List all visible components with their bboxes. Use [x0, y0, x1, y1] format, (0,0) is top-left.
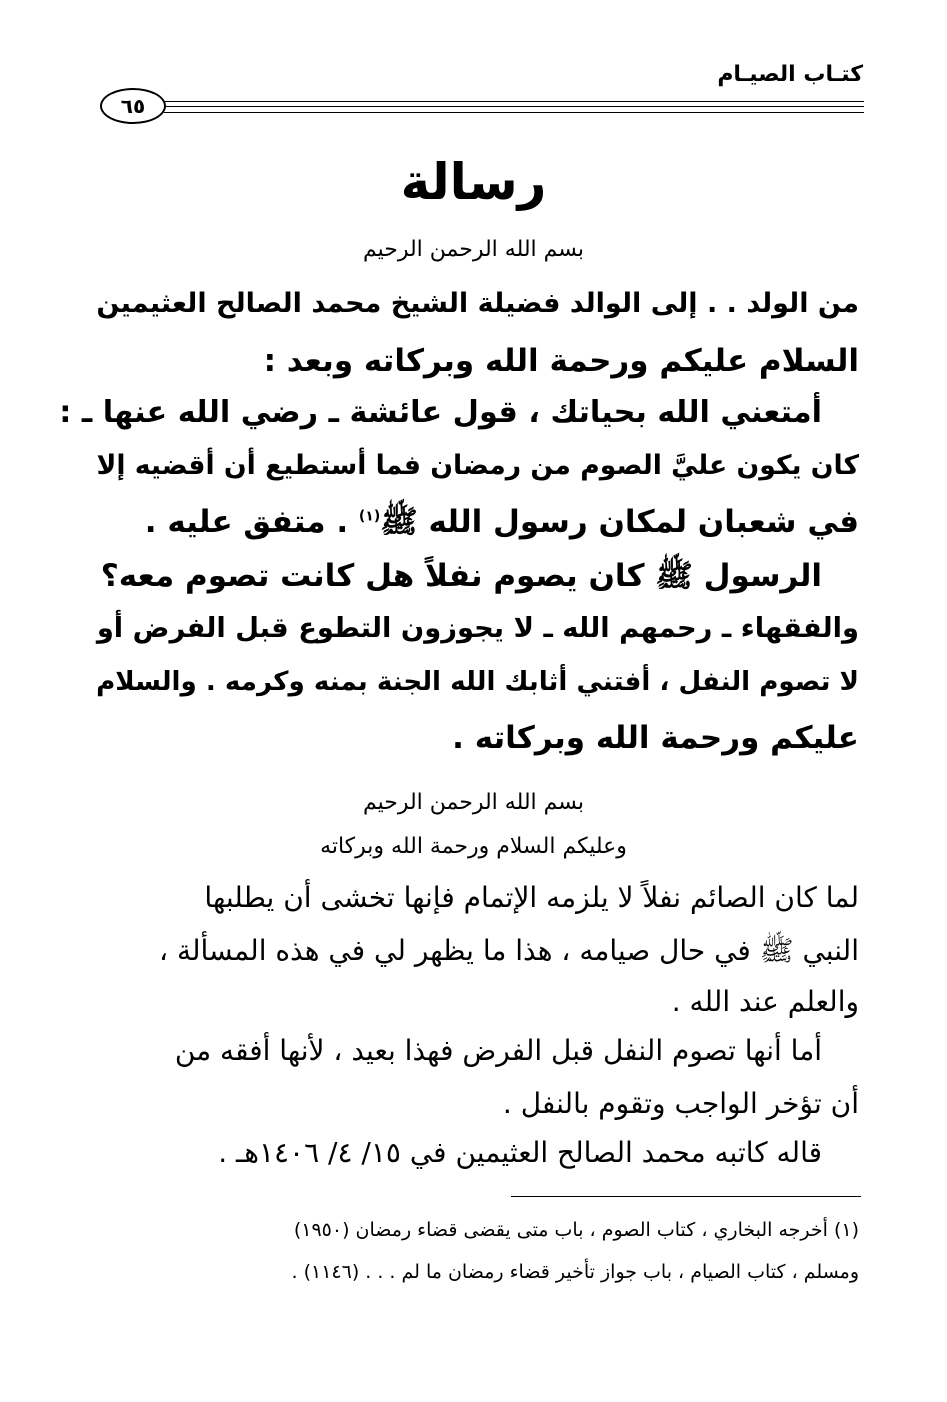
question-line: من الولد . . إلى الوالد فضيلة الشيخ محمد الصالح العثيمين	[96, 288, 859, 319]
answer-line: النبي ﷺ في حال صيامه ، هذا ما يظهر لي في هذه المسألة ،	[159, 934, 859, 967]
answer-line: أما أنها تصوم النفل قبل الفرض فهذا بعيد ، لأنها أفقه من	[174, 1034, 822, 1067]
answer-signature: قاله كاتبه محمد الصالح العثيمين في ١٥/ ٤/ ١٤٠٦هـ .	[218, 1136, 822, 1169]
answer-line: أن تؤخر الواجب وتقوم بالنفل .	[502, 1087, 859, 1120]
header-rule	[164, 106, 864, 107]
footnote-reference[interactable]: (١)	[358, 508, 381, 525]
question-line	[144, 504, 859, 540]
question-basmala: بسم الله الرحمن الرحيم	[362, 237, 585, 262]
question-line-text: . متفق عليه .	[144, 504, 359, 540]
header-rule	[164, 112, 864, 113]
answer-greeting: وعليكم السلام ورحمة الله وبركاته	[320, 834, 627, 859]
letter-title: رسالة	[400, 153, 547, 211]
header-rule	[164, 101, 864, 102]
question-line: عليكم ورحمة الله وبركاته .	[452, 720, 859, 756]
answer-line: والعلم عند الله .	[671, 985, 859, 1018]
footnote-line: (١) أخرجه البخاري ، كتاب الصوم ، باب متى يقضى قضاء رمضان (١٩٥٠)	[293, 1219, 859, 1241]
running-header-title: كتـاب الصيـام	[717, 62, 863, 87]
footnote-line: ومسلم ، كتاب الصيام ، باب جواز تأخير قضاء رمضان ما لم . . . (١١٤٦) .	[291, 1261, 859, 1283]
answer-line: لما كان الصائم نفلاً لا يلزمه الإتمام فإنها تخشى أن يطلبها	[204, 881, 859, 914]
question-line-text: في شعبان لمكان رسول الله ﷺ	[380, 504, 859, 540]
question-line: أمتعني الله بحياتك ، قول عائشة ـ رضي الله عنها ـ :	[59, 395, 822, 430]
question-line: السلام عليكم ورحمة الله وبركاته وبعد :	[263, 343, 859, 379]
question-line: لا تصوم النفل ، أفتني أثابك الله الجنة بمنه وكرمه . والسلام	[96, 667, 859, 697]
answer-basmala: بسم الله الرحمن الرحيم	[362, 790, 585, 815]
question-line: كان يكون عليَّ الصوم من رمضان فما أستطيع أن أقضيه إلا	[96, 450, 859, 481]
footnote-rule	[511, 1196, 861, 1197]
question-line: الرسول ﷺ كان يصوم نفلاً هل كانت تصوم معه؟	[100, 558, 822, 594]
page-number: ٦٥	[100, 88, 166, 124]
question-line: والفقهاء ـ رحمهم الله ـ لا يجوزون التطوع قبل الفرض أو	[96, 613, 859, 644]
